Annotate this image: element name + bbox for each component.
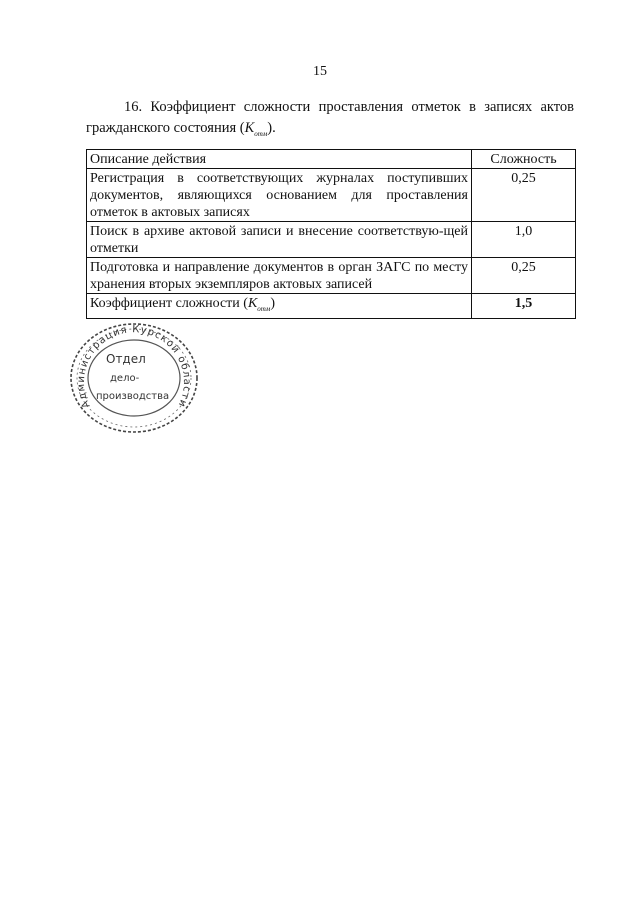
table-row <box>87 222 576 258</box>
stamp-ring-text: Администрация Курской области <box>75 324 193 410</box>
complexity-table <box>86 149 576 319</box>
page-number: 15 <box>313 64 327 79</box>
stamp-line-1: Отдел <box>106 352 146 366</box>
table-header-row <box>87 150 576 169</box>
row-value: 1,0 <box>472 222 576 258</box>
heading-suffix: ). <box>267 120 276 136</box>
total-coefficient-symbol: $K_{отм}$ <box>247 296 271 313</box>
total-label: Коэффициент сложности $(K_{отм})$ <box>87 294 472 319</box>
table-total-row <box>87 294 576 319</box>
header-complexity: Сложность <box>472 150 576 169</box>
stamp-line-3: производства <box>96 391 170 402</box>
heading-text: 16. Коэффициент сложности проставления отметок в записях актов гражданского состояния ( <box>86 99 574 136</box>
header-description: Описание действия <box>87 150 472 169</box>
row-description: Подготовка и направление документов в орган ЗАГС по месту хранения вторых экземпляров актовых записей <box>87 258 472 294</box>
row-value: 0,25 <box>472 258 576 294</box>
section-heading <box>86 97 574 145</box>
row-description: Поиск в архиве актовой записи и внесение соответствую-щей отметки <box>87 222 472 258</box>
table-row <box>87 258 576 294</box>
row-description: Регистрация в соответствующих журналах поступивших документов, являющихся основанием для проставления отметок в актовых записях <box>87 169 472 222</box>
heading-coefficient-symbol: $K_{отм}$ <box>244 120 268 138</box>
row-value: 0,25 <box>472 169 576 222</box>
table-row <box>87 169 576 222</box>
stamp-line-2: дело- <box>110 373 140 384</box>
department-stamp <box>66 318 202 436</box>
total-value: 1,5 <box>472 294 576 319</box>
